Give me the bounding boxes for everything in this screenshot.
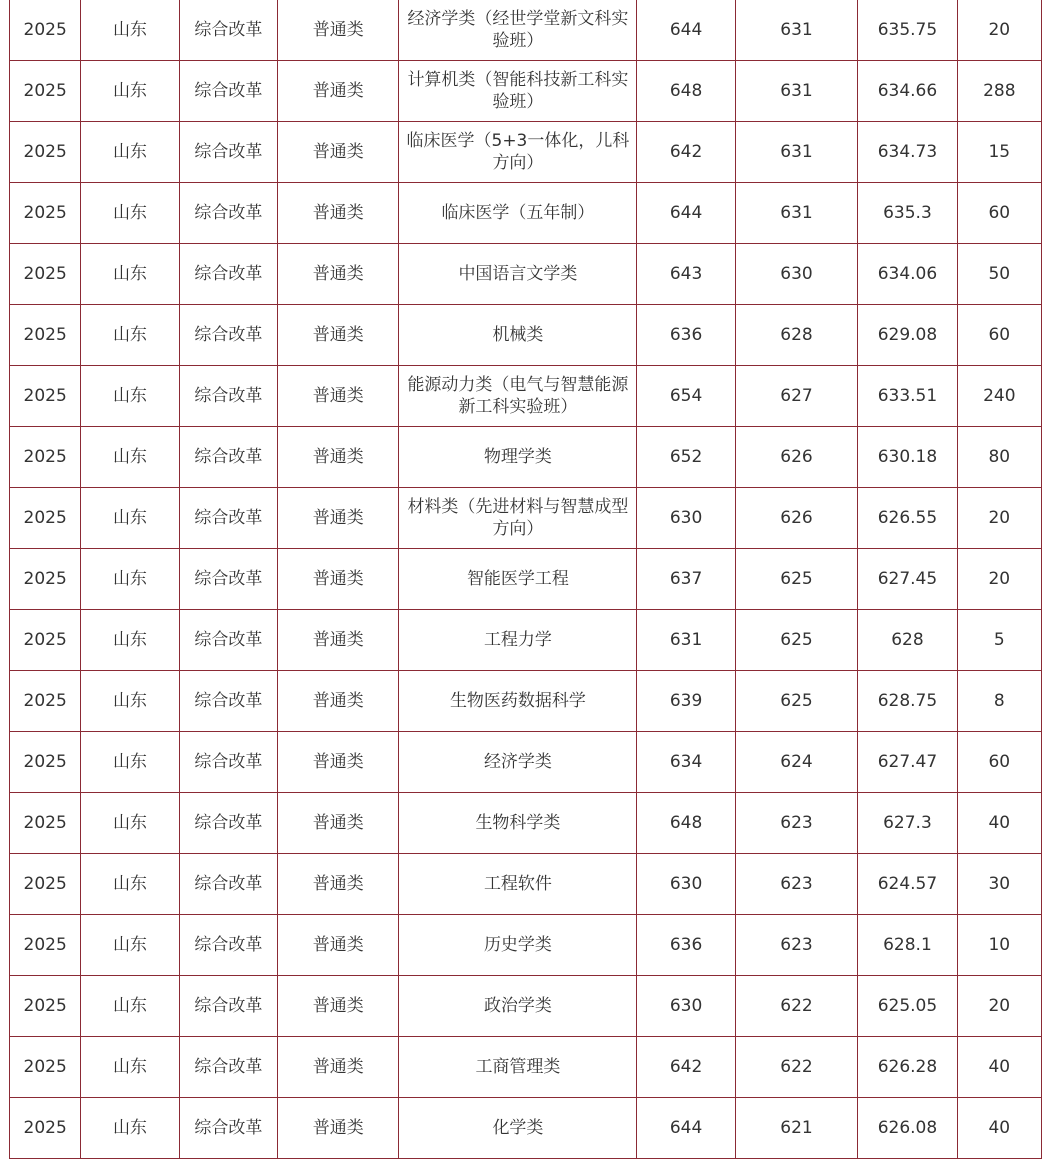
table-row: [10, 732, 1042, 793]
cell-enrollment-count: 288: [957, 61, 1041, 122]
cell-max-score: 636: [637, 915, 735, 976]
cell-avg-score: 627.47: [858, 732, 957, 793]
cell-year: 2025: [10, 732, 81, 793]
cell-enrollment-count: 60: [957, 183, 1041, 244]
cell-admission-type: 综合改革: [179, 61, 277, 122]
cell-province: 山东: [81, 61, 179, 122]
cell-province: 山东: [81, 244, 179, 305]
table-row: [10, 1098, 1042, 1159]
cell-admission-type: 综合改革: [179, 488, 277, 549]
cell-max-score: 630: [637, 854, 735, 915]
cell-category: 普通类: [278, 976, 399, 1037]
cell-min-score: 623: [735, 915, 857, 976]
cell-category: 普通类: [278, 244, 399, 305]
cell-admission-type: 综合改革: [179, 1037, 277, 1098]
cell-max-score: 644: [637, 1098, 735, 1159]
cell-enrollment-count: 20: [957, 549, 1041, 610]
cell-major: 历史学类: [399, 915, 637, 976]
cell-min-score: 626: [735, 488, 857, 549]
cell-major: 智能医学工程: [399, 549, 637, 610]
table-row: [10, 610, 1042, 671]
cell-avg-score: 634.66: [858, 61, 957, 122]
cell-avg-score: 625.05: [858, 976, 957, 1037]
cell-category: 普通类: [278, 793, 399, 854]
cell-major: 计算机类（智能科技新工科实验班）: [399, 61, 637, 122]
cell-category: 普通类: [278, 366, 399, 427]
table-row: [10, 122, 1042, 183]
cell-min-score: 623: [735, 854, 857, 915]
cell-enrollment-count: 40: [957, 1098, 1041, 1159]
table-row: [10, 793, 1042, 854]
cell-province: 山东: [81, 671, 179, 732]
cell-category: 普通类: [278, 854, 399, 915]
cell-enrollment-count: 5: [957, 610, 1041, 671]
cell-province: 山东: [81, 305, 179, 366]
cell-admission-type: 综合改革: [179, 244, 277, 305]
table-row: [10, 549, 1042, 610]
cell-admission-type: 综合改革: [179, 610, 277, 671]
cell-max-score: 644: [637, 183, 735, 244]
cell-year: 2025: [10, 610, 81, 671]
cell-min-score: 626: [735, 427, 857, 488]
cell-category: 普通类: [278, 0, 399, 61]
cell-province: 山东: [81, 976, 179, 1037]
cell-avg-score: 634.73: [858, 122, 957, 183]
cell-max-score: 642: [637, 122, 735, 183]
cell-admission-type: 综合改革: [179, 122, 277, 183]
cell-year: 2025: [10, 854, 81, 915]
cell-major: 材料类（先进材料与智慧成型方向）: [399, 488, 637, 549]
cell-province: 山东: [81, 732, 179, 793]
cell-admission-type: 综合改革: [179, 854, 277, 915]
cell-major: 生物科学类: [399, 793, 637, 854]
cell-enrollment-count: 50: [957, 244, 1041, 305]
table-row: [10, 976, 1042, 1037]
cell-avg-score: 626.28: [858, 1037, 957, 1098]
cell-avg-score: 624.57: [858, 854, 957, 915]
cell-avg-score: 635.75: [858, 0, 957, 61]
cell-year: 2025: [10, 976, 81, 1037]
cell-avg-score: 626.55: [858, 488, 957, 549]
cell-category: 普通类: [278, 183, 399, 244]
cell-max-score: 634: [637, 732, 735, 793]
cell-category: 普通类: [278, 488, 399, 549]
cell-category: 普通类: [278, 732, 399, 793]
cell-year: 2025: [10, 671, 81, 732]
cell-enrollment-count: 60: [957, 732, 1041, 793]
cell-province: 山东: [81, 1098, 179, 1159]
cell-min-score: 623: [735, 793, 857, 854]
cell-province: 山东: [81, 488, 179, 549]
cell-year: 2025: [10, 427, 81, 488]
cell-enrollment-count: 240: [957, 366, 1041, 427]
cell-max-score: 637: [637, 549, 735, 610]
cell-enrollment-count: 20: [957, 488, 1041, 549]
cell-enrollment-count: 10: [957, 915, 1041, 976]
cell-category: 普通类: [278, 915, 399, 976]
table-row: [10, 915, 1042, 976]
cell-min-score: 631: [735, 61, 857, 122]
table-row: [10, 488, 1042, 549]
cell-enrollment-count: 80: [957, 427, 1041, 488]
cell-province: 山东: [81, 366, 179, 427]
cell-year: 2025: [10, 122, 81, 183]
cell-major: 化学类: [399, 1098, 637, 1159]
cell-year: 2025: [10, 488, 81, 549]
cell-enrollment-count: 15: [957, 122, 1041, 183]
cell-major: 政治学类: [399, 976, 637, 1037]
cell-year: 2025: [10, 61, 81, 122]
cell-major: 中国语言文学类: [399, 244, 637, 305]
cell-min-score: 630: [735, 244, 857, 305]
cell-admission-type: 综合改革: [179, 671, 277, 732]
table-row: [10, 0, 1042, 61]
cell-major: 机械类: [399, 305, 637, 366]
cell-category: 普通类: [278, 610, 399, 671]
cell-major: 物理学类: [399, 427, 637, 488]
cell-major: 临床医学（5+3一体化，儿科方向）: [399, 122, 637, 183]
cell-max-score: 630: [637, 976, 735, 1037]
cell-max-score: 644: [637, 0, 735, 61]
cell-min-score: 624: [735, 732, 857, 793]
cell-year: 2025: [10, 793, 81, 854]
cell-avg-score: 626.08: [858, 1098, 957, 1159]
cell-min-score: 622: [735, 976, 857, 1037]
cell-major: 经济学类（经世学堂新文科实验班）: [399, 0, 637, 61]
cell-category: 普通类: [278, 1098, 399, 1159]
cell-admission-type: 综合改革: [179, 976, 277, 1037]
cell-max-score: 631: [637, 610, 735, 671]
cell-enrollment-count: 40: [957, 1037, 1041, 1098]
cell-province: 山东: [81, 915, 179, 976]
cell-major: 工商管理类: [399, 1037, 637, 1098]
cell-year: 2025: [10, 366, 81, 427]
cell-enrollment-count: 60: [957, 305, 1041, 366]
cell-category: 普通类: [278, 1037, 399, 1098]
cell-max-score: 652: [637, 427, 735, 488]
cell-max-score: 642: [637, 1037, 735, 1098]
cell-admission-type: 综合改革: [179, 1098, 277, 1159]
cell-avg-score: 634.06: [858, 244, 957, 305]
table-body: [10, 0, 1042, 1159]
cell-avg-score: 628: [858, 610, 957, 671]
cell-min-score: 631: [735, 183, 857, 244]
cell-avg-score: 627.3: [858, 793, 957, 854]
cell-max-score: 654: [637, 366, 735, 427]
table-row: [10, 854, 1042, 915]
cell-max-score: 636: [637, 305, 735, 366]
table-row: [10, 183, 1042, 244]
cell-enrollment-count: 20: [957, 0, 1041, 61]
cell-province: 山东: [81, 793, 179, 854]
table-row: [10, 366, 1042, 427]
cell-year: 2025: [10, 549, 81, 610]
cell-admission-type: 综合改革: [179, 793, 277, 854]
cell-major: 工程软件: [399, 854, 637, 915]
cell-major: 工程力学: [399, 610, 637, 671]
cell-category: 普通类: [278, 671, 399, 732]
cell-min-score: 628: [735, 305, 857, 366]
cell-year: 2025: [10, 1037, 81, 1098]
cell-max-score: 648: [637, 61, 735, 122]
cell-min-score: 631: [735, 122, 857, 183]
table-row: [10, 1037, 1042, 1098]
cell-avg-score: 627.45: [858, 549, 957, 610]
cell-min-score: 631: [735, 0, 857, 61]
cell-category: 普通类: [278, 549, 399, 610]
cell-admission-type: 综合改革: [179, 427, 277, 488]
cell-year: 2025: [10, 183, 81, 244]
cell-major: 生物医药数据科学: [399, 671, 637, 732]
cell-admission-type: 综合改革: [179, 0, 277, 61]
cell-avg-score: 633.51: [858, 366, 957, 427]
cell-category: 普通类: [278, 122, 399, 183]
cell-avg-score: 628.75: [858, 671, 957, 732]
cell-avg-score: 630.18: [858, 427, 957, 488]
cell-max-score: 639: [637, 671, 735, 732]
cell-province: 山东: [81, 549, 179, 610]
table-row: [10, 305, 1042, 366]
cell-province: 山东: [81, 122, 179, 183]
cell-min-score: 621: [735, 1098, 857, 1159]
table-row: [10, 671, 1042, 732]
cell-province: 山东: [81, 1037, 179, 1098]
cell-enrollment-count: 8: [957, 671, 1041, 732]
cell-avg-score: 635.3: [858, 183, 957, 244]
admission-scores-table: [9, 0, 1042, 1159]
cell-major: 临床医学（五年制）: [399, 183, 637, 244]
cell-min-score: 625: [735, 549, 857, 610]
cell-province: 山东: [81, 427, 179, 488]
cell-major: 能源动力类（电气与智慧能源新工科实验班）: [399, 366, 637, 427]
cell-province: 山东: [81, 854, 179, 915]
cell-year: 2025: [10, 305, 81, 366]
cell-category: 普通类: [278, 61, 399, 122]
cell-enrollment-count: 30: [957, 854, 1041, 915]
cell-min-score: 622: [735, 1037, 857, 1098]
cell-admission-type: 综合改革: [179, 305, 277, 366]
cell-max-score: 643: [637, 244, 735, 305]
cell-province: 山东: [81, 610, 179, 671]
cell-min-score: 625: [735, 610, 857, 671]
cell-admission-type: 综合改革: [179, 549, 277, 610]
cell-province: 山东: [81, 0, 179, 61]
cell-year: 2025: [10, 0, 81, 61]
cell-min-score: 627: [735, 366, 857, 427]
cell-year: 2025: [10, 244, 81, 305]
cell-year: 2025: [10, 1098, 81, 1159]
cell-province: 山东: [81, 183, 179, 244]
cell-admission-type: 综合改革: [179, 915, 277, 976]
cell-enrollment-count: 40: [957, 793, 1041, 854]
table-row: [10, 244, 1042, 305]
cell-avg-score: 629.08: [858, 305, 957, 366]
cell-max-score: 630: [637, 488, 735, 549]
cell-admission-type: 综合改革: [179, 183, 277, 244]
cell-year: 2025: [10, 915, 81, 976]
table-row: [10, 61, 1042, 122]
cell-avg-score: 628.1: [858, 915, 957, 976]
cell-enrollment-count: 20: [957, 976, 1041, 1037]
cell-category: 普通类: [278, 427, 399, 488]
cell-admission-type: 综合改革: [179, 732, 277, 793]
cell-max-score: 648: [637, 793, 735, 854]
cell-category: 普通类: [278, 305, 399, 366]
cell-admission-type: 综合改革: [179, 366, 277, 427]
cell-major: 经济学类: [399, 732, 637, 793]
table-row: [10, 427, 1042, 488]
cell-min-score: 625: [735, 671, 857, 732]
